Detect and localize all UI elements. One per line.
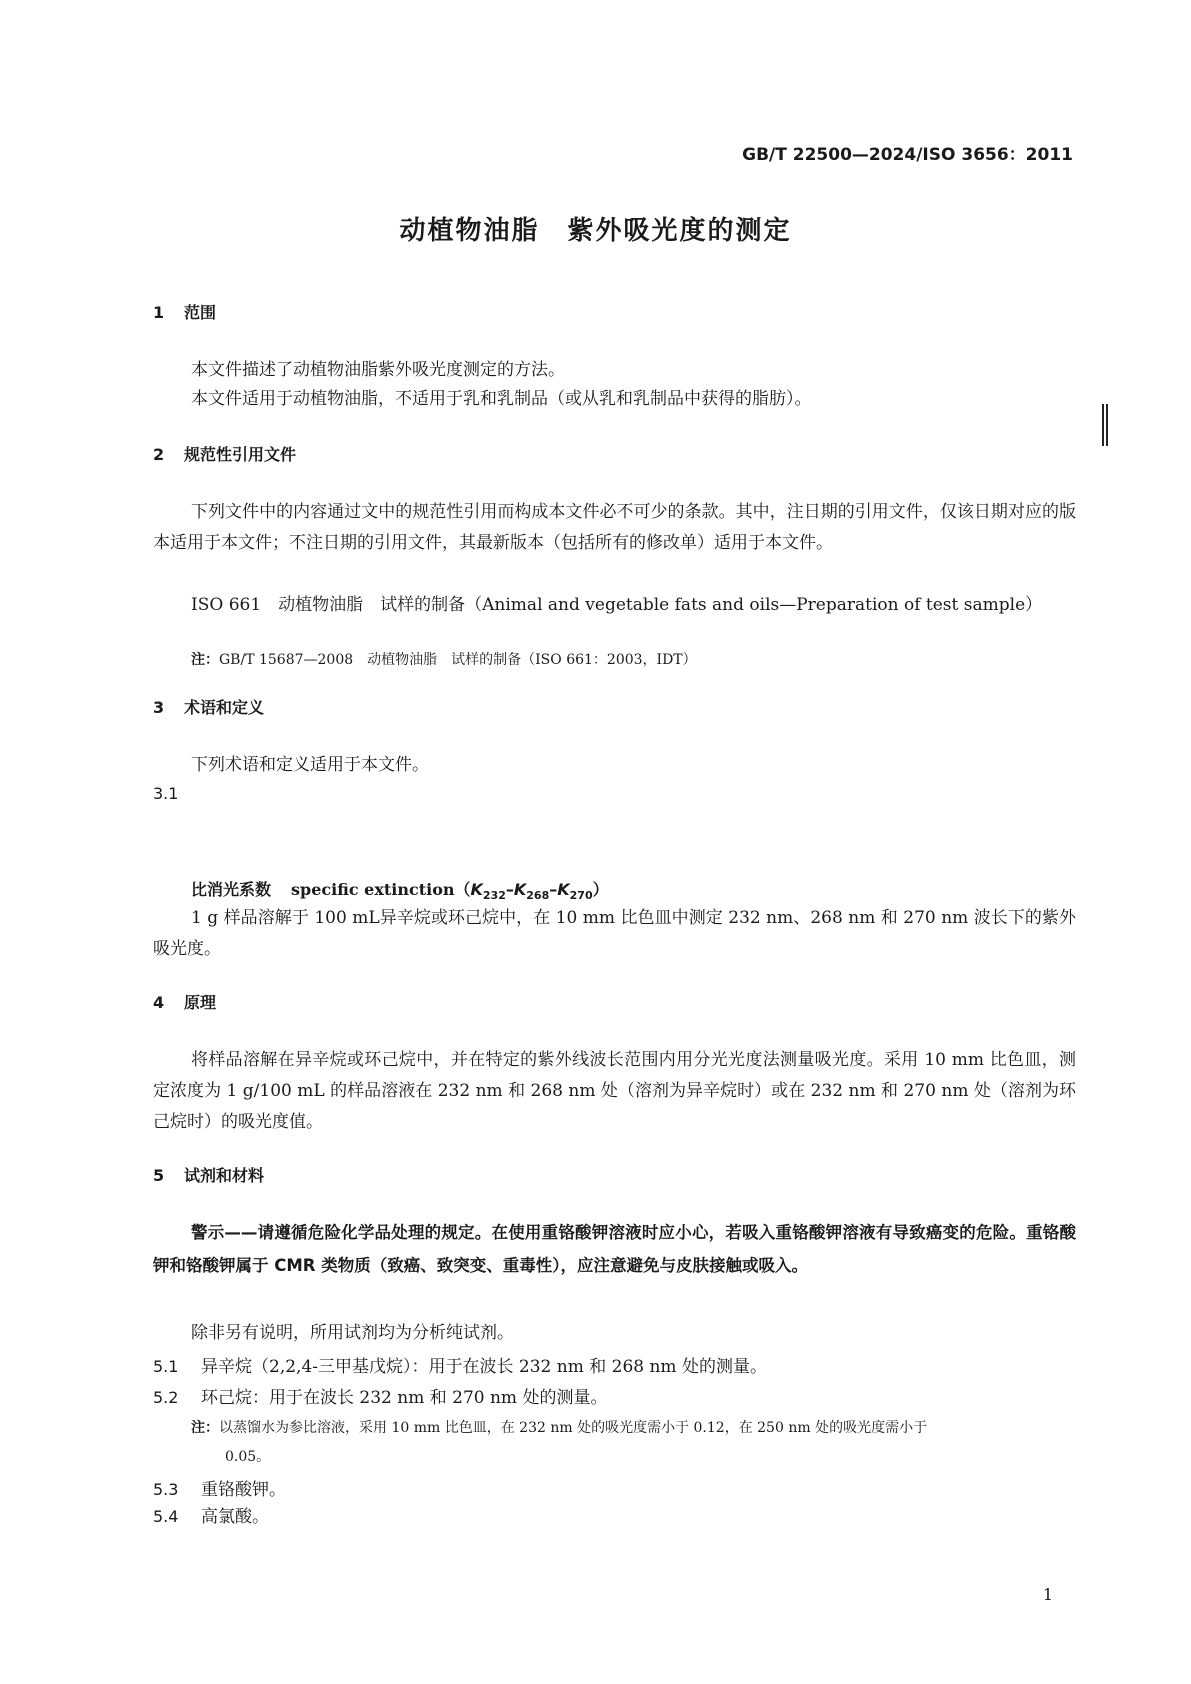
clause-number: 5.2 (153, 1388, 179, 1407)
note-text: GB/T 15687—2008 动植物油脂 试样的制备（ISO 661：2003，IDT） (219, 652, 697, 668)
section-title: 术语和定义 (184, 698, 265, 717)
section-1-heading (153, 300, 216, 323)
scope-paragraph-1: 本文件描述了动植物油脂紫外吸光度测定的方法。 (191, 360, 565, 380)
reagent-text: 异辛烷（2,2,4-三甲基戊烷）：用于在波长 232 nm 和 268 nm 处的测量。 (201, 1357, 767, 1377)
document-title: 动植物油脂 紫外吸光度的测定 (399, 216, 792, 246)
reference-iso-661: ISO 661 动植物油脂 试样的制备（Animal and vegetable fats and oils—Preparation of test sample） (191, 595, 1043, 615)
section-number: 5 (153, 1166, 165, 1185)
term-separator: – (505, 880, 514, 899)
term-symbol-k: K (470, 880, 483, 899)
term-subscript-232: 232 (482, 889, 506, 903)
cyclohexane-note (191, 1414, 1076, 1472)
term-subscript-270: 270 (569, 889, 593, 903)
term-separator: – (549, 880, 558, 899)
reagent-item-5-2 (153, 1383, 607, 1408)
clause-number: 5.4 (153, 1507, 179, 1526)
clause-3-1-number (153, 784, 201, 804)
reagent-text: 高氯酸。 (201, 1507, 269, 1527)
note-label: 注： (191, 652, 219, 668)
section-5-heading (153, 1163, 264, 1186)
note-label: 注： (191, 1420, 219, 1436)
scope-paragraph-2: 本文件适用于动植物油脂，不适用于乳和乳制品（或从乳和乳制品中获得的脂肪）。 (191, 389, 812, 409)
term-close: ） (592, 880, 609, 899)
term-definition: 1 g 样品溶解于 100 mL异辛烷或环己烷中，在 10 mm 比色皿中测定 232 nm、268 nm 和 270 nm 波长下的紫外吸光度。 (153, 908, 1076, 959)
clause-number: 5.1 (153, 1357, 179, 1376)
section-title: 规范性引用文件 (184, 445, 297, 464)
normative-references-paragraph: 下列文件中的内容通过文中的规范性引用而构成本文件必不可少的条款。其中，注日期的引用文件，仅该日期对应的版本适用于本文件；不注日期的引用文件，其最新版本（包括所有的修改单）适用于本文件。 (153, 502, 1076, 553)
reagents-intro-paragraph: 除非另有说明，所用试剂均为分析纯试剂。 (191, 1323, 514, 1343)
note-text-line-2: 0.05。 (225, 1449, 271, 1465)
terms-intro-paragraph: 下列术语和定义适用于本文件。 (191, 755, 429, 775)
reagent-item-5-1 (153, 1352, 767, 1377)
section-number: 4 (153, 993, 165, 1012)
section-title: 范围 (184, 303, 217, 322)
section-title: 试剂和材料 (184, 1166, 265, 1185)
page-number: 1 (1042, 1585, 1053, 1604)
section-title: 原理 (184, 993, 217, 1012)
reference-note (191, 646, 1076, 675)
section-3-heading (153, 695, 264, 718)
term-english: specific extinction（ (291, 880, 471, 899)
term-subscript-268: 268 (526, 889, 550, 903)
reagent-text: 重铬酸钾。 (201, 1480, 286, 1500)
term-chinese: 比消光系数 (191, 880, 272, 899)
clause-number: 3.1 (153, 784, 179, 803)
safety-warning: 警示——请遵循危险化学品处理的规定。在使用重铬酸钾溶液时应小心，若吸入重铬酸钾溶液有导致癌变的危险。重铬酸钾和铬酸钾属于 CMR 类物质（致癌、致突变、重毒性），应注意避免与皮肤接触或吸入。 (153, 1223, 1076, 1275)
term-entry (191, 877, 609, 902)
standard-code: GB/T 22500—2024/ISO 3656：2011 (742, 145, 1073, 165)
clause-number: 5.3 (153, 1480, 179, 1499)
section-4-heading (153, 990, 216, 1013)
principle-paragraph: 将样品溶解在异辛烷或环己烷中，并在特定的紫外线波长范围内用分光光度法测量吸光度。采用 10 mm 比色皿，测定浓度为 1 g/100 mL 的样品溶液在 232 nm 和 268 nm 处（溶剂为异辛烷时）或在 232 nm 和 270 nm 处（溶剂为环己烷时）的吸光度值。 (153, 1050, 1076, 1132)
term-symbol-k: K (513, 880, 527, 899)
section-number: 1 (153, 303, 165, 322)
section-number: 3 (153, 698, 165, 717)
section-number: 2 (153, 445, 165, 464)
section-2-heading (153, 442, 296, 465)
note-text-line-1: 以蒸馏水为参比溶液，采用 10 mm 比色皿，在 232 nm 处的吸光度需小于 0.12，在 250 nm 处的吸光度需小于 (219, 1420, 928, 1436)
reagent-item-5-4 (153, 1502, 269, 1527)
term-symbol-k: K (557, 880, 570, 899)
reagent-item-5-3 (153, 1475, 286, 1500)
reagent-text: 环己烷：用于在波长 232 nm 和 270 nm 处的测量。 (201, 1388, 608, 1408)
revision-change-bar (1102, 404, 1108, 446)
